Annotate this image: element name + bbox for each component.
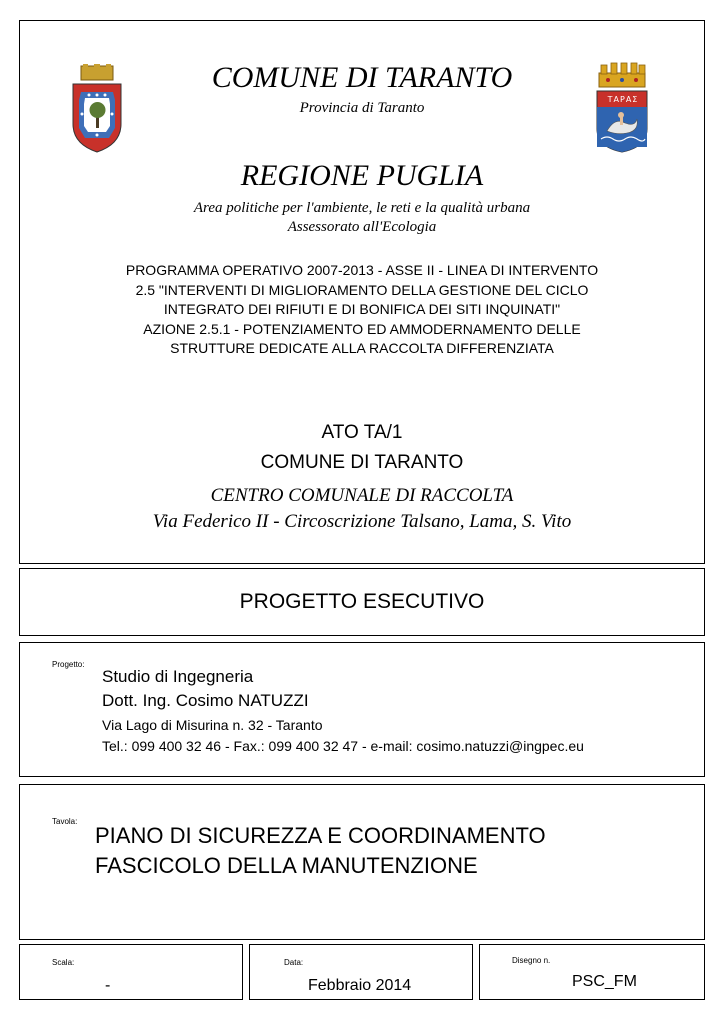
data-box (249, 944, 473, 1000)
disegno-value: PSC_FM (572, 973, 637, 990)
programma-line: PROGRAMMA OPERATIVO 2007-2013 - ASSE II - LINEA DI INTERVENTO (125, 262, 599, 278)
tavola-box (19, 784, 705, 940)
data-value: Febbraio 2014 (308, 977, 412, 994)
area-politiche-line: Area politiche per l'ambiente, le reti e la qualità urbana (193, 200, 531, 216)
programma-line: 2.5 "INTERVENTI DI MIGLIORAMENTO DELLA GESTIONE DEL CICLO (135, 281, 589, 298)
comune-subtitle: COMUNE DI TARANTO (260, 452, 464, 473)
provincia-subtitle: Provincia di Taranto (299, 100, 425, 116)
progetto-esecutivo-box (19, 568, 705, 636)
regione-title: REGIONE PUGLIA (240, 159, 484, 192)
centro-raccolta: CENTRO COMUNALE DI RACCOLTA (210, 485, 514, 506)
comune-title: COMUNE DI TARANTO (211, 61, 513, 94)
disegno-label: Disegno n. (512, 956, 551, 965)
studio-address: Via Lago di Misurina n. 32 - Taranto (102, 717, 323, 733)
studio-box (19, 642, 705, 777)
studio-contacts: Tel.: 099 400 32 46 - Fax.: 099 400 32 47 - e-mail: cosimo.natuzzi@ingpec.eu (102, 738, 584, 754)
engineer-name: Dott. Ing. Cosimo NATUZZI (102, 691, 309, 710)
assessorato-line: Assessorato all'Ecologia (287, 219, 437, 235)
tavola-title-line1: PIANO DI SICUREZZA E COORDINAMENTO (95, 823, 546, 848)
tavola-title-line2: FASCICOLO DELLA MANUTENZIONE (95, 853, 478, 878)
programma-line: AZIONE 2.5.1 - POTENZIAMENTO ED AMMODERNAMENTO DELLE (143, 320, 581, 337)
ato-label: ATO TA/1 (321, 422, 403, 443)
via-address: Via Federico II - Circoscrizione Talsano, Lama, S. Vito (152, 511, 572, 532)
taranto-logo-text: ΤΑΡΑΣ (607, 95, 639, 104)
progetto-esecutivo-title: PROGETTO ESECUTIVO (239, 590, 485, 613)
scala-label: Scala: (52, 958, 75, 967)
studio-name: Studio di Ingegneria (102, 667, 254, 686)
data-label: Data: (284, 958, 304, 967)
progetto-label: Progetto: (52, 660, 85, 669)
programma-line: INTEGRATO DEI RIFIUTI E DI BONIFICA DEI SITI INQUINATI" (163, 301, 561, 317)
scala-value: - (105, 977, 111, 994)
programma-line: STRUTTURE DEDICATE ALLA RACCOLTA DIFFERENZIATA (170, 340, 554, 356)
header-box (19, 20, 705, 564)
tavola-label: Tavola: (52, 817, 78, 826)
disegno-box (479, 944, 705, 1000)
programma-block (20, 261, 704, 359)
scala-box (19, 944, 243, 1000)
